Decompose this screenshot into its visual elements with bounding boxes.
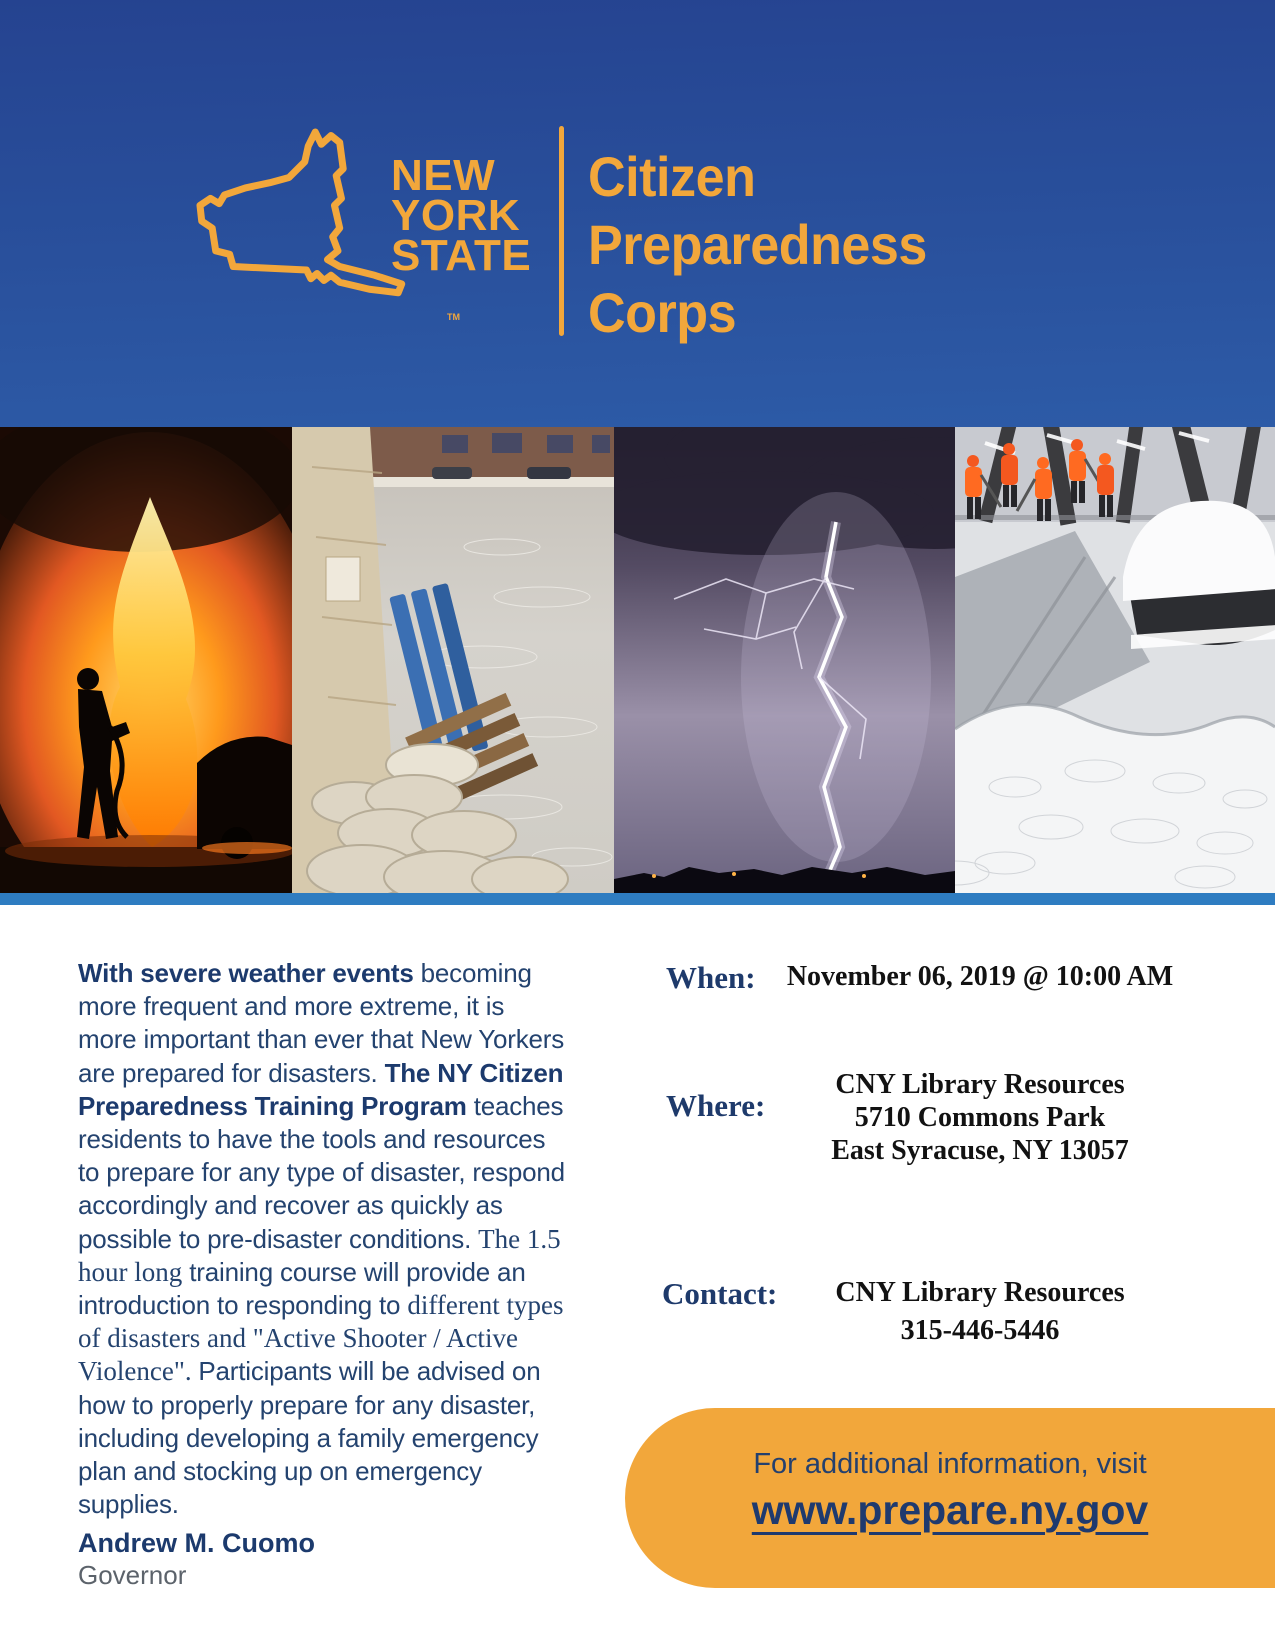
snow-removal-photo [955,427,1275,893]
where-line: East Syracuse, NY 13057 [831,1135,1129,1166]
signature-title: Governor [78,1560,187,1590]
paragraph-segment: residents to have the tools and resources [78,1124,546,1155]
paragraph-segment: of disasters and "Active Shooter / Active [78,1323,518,1354]
photo-strip [0,427,1275,893]
paragraph-segment: hour long [78,1256,183,1287]
title-line: Preparedness [588,213,927,276]
paragraph-segment: how to properly prepare for any disaster, [78,1389,536,1420]
paragraph-line [78,1389,598,1422]
paragraph-line [78,1422,598,1455]
brand-line: STATE [391,231,532,280]
when-value: November 06, 2019 @ 10:00 AM [786,961,1174,992]
paragraph [78,957,598,1521]
paragraph-line [78,1189,598,1222]
paragraph-segment: more important than ever that New Yorkers [78,1024,565,1055]
brand-line: NEW [391,151,496,200]
accent-bar [0,893,1275,905]
paragraph-line [78,1256,598,1289]
when-label: When: [666,960,756,995]
paragraph-segment: accordingly and recover as quickly as [78,1190,503,1221]
nys-wordmark [391,151,532,280]
paragraph-segment: supplies. [78,1489,179,1520]
cta-content [625,1448,1275,1534]
paragraph-line [78,1123,598,1156]
paragraph-line [78,1355,598,1388]
paragraph-line [78,1223,598,1256]
cta-banner [625,1408,1275,1588]
paragraph-line [78,1057,598,1090]
where-line: 5710 Commons Park [854,1102,1106,1133]
header-banner [0,0,1275,427]
paragraph-segment: The 1.5 [478,1223,561,1254]
paragraph-line [78,1289,598,1322]
paragraph-line [78,1455,598,1488]
where-line: CNY Library Resources [835,1069,1125,1100]
paragraph-segment: With severe weather events [78,958,414,988]
paragraph-segment: are prepared for disasters. [78,1057,385,1088]
where-value [765,1068,1195,1167]
paragraph-segment: Participants will be advised on [198,1356,541,1387]
brand-line: YORK [391,191,521,240]
paragraph-segment: including developing a family emergency [78,1422,539,1453]
paragraph-segment: introduction to responding to [78,1290,408,1321]
program-title [588,143,927,347]
paragraph-line [78,1488,598,1521]
paragraph-segment: plan and stocking up on emergency [78,1456,482,1487]
paragraph-line [78,990,598,1023]
paragraph-segment: training course will provide an [182,1256,526,1287]
paragraph-segment: more frequent and more extreme, it is [78,991,505,1022]
paragraph-segment: possible to pre-disaster conditions. [78,1223,479,1254]
contact-label: Contact: [662,1276,778,1311]
paragraph-segment: Preparedness Training Program [78,1090,467,1121]
paragraph-line [78,1156,598,1189]
signature-name: Andrew M. Cuomo [78,1528,315,1558]
paragraph-segment: teaches [466,1090,564,1121]
paragraph-segment: different types [407,1290,564,1321]
cta-text: For additional information, visit [753,1448,1147,1480]
paragraph-segment: becoming [413,958,532,988]
where-label: Where: [666,1088,766,1123]
title-line: Citizen [588,145,756,208]
contact-value [765,1274,1195,1350]
prepare-ny-gov-link[interactable]: www.prepare.ny.gov [751,1487,1149,1533]
paragraph-segment: The NY Citizen [384,1057,564,1088]
paragraph-line [78,1090,598,1123]
paragraph-line [78,1023,598,1056]
contact-phone: 315-446-5446 [900,1315,1060,1346]
trademark-mark: TM [447,312,460,322]
lightning-storm-photo [614,427,955,893]
header-divider [559,126,564,336]
contact-name-line: CNY Library Resources [835,1277,1125,1308]
car-fire-photo [0,427,292,893]
flood-sandbags-photo [292,427,614,893]
paragraph-line [78,957,598,990]
title-line: Corps [588,281,737,344]
paragraph-segment: Violence". [78,1356,199,1387]
paragraph-line [78,1322,598,1355]
paragraph-segment: to prepare for any type of disaster, respond [78,1157,565,1188]
